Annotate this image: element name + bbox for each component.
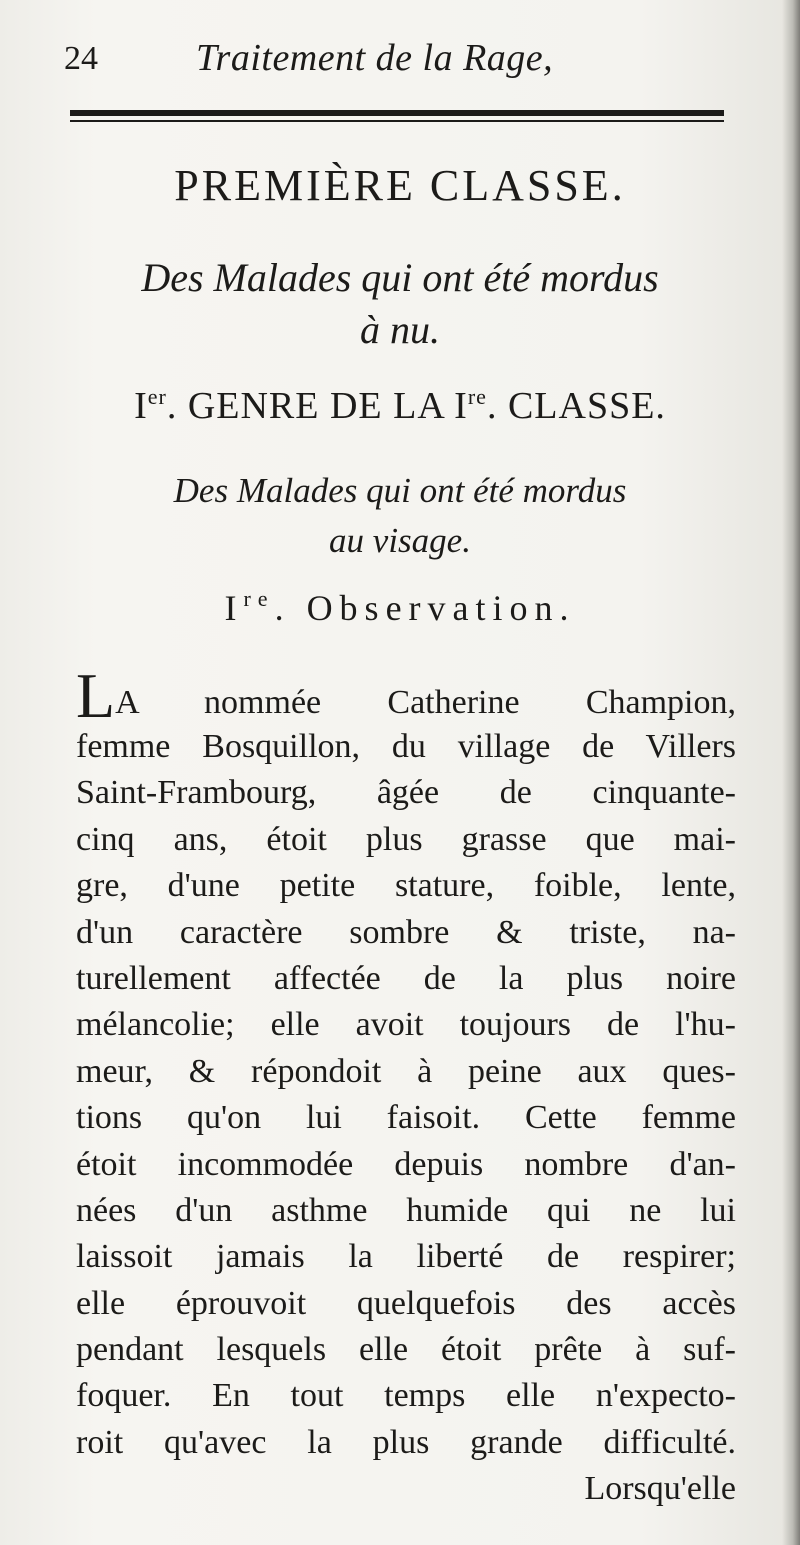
observation-body	[76, 660, 736, 1513]
catchword: Lorsqu'elle	[584, 1470, 736, 1508]
genre-title-middle: . GENRE DE LA I	[166, 385, 468, 427]
header-rule-thin	[70, 120, 724, 122]
genre-title-prefix: I	[134, 385, 148, 427]
observation-prefix-sup: re	[243, 586, 275, 611]
running-head: Traitement de la Rage,	[196, 37, 554, 79]
class-subtitle-line: Des Malades qui ont été mordus	[141, 255, 659, 300]
observation-title	[60, 586, 740, 629]
observation-text: . Observation.	[274, 588, 576, 628]
page-number: 24	[64, 40, 98, 77]
genre-subtitle	[60, 466, 740, 566]
body-line: elle éprouvoit quelquefois des accès	[76, 1284, 736, 1322]
genre-title-suffix: . CLASSE.	[486, 385, 666, 427]
body-line: d'un caractère sombre & triste, na-	[76, 913, 736, 951]
body-first-line	[76, 660, 736, 731]
page-gutter-shadow	[782, 0, 800, 1545]
class-subtitle-line: à nu.	[360, 307, 440, 352]
body-line: meur, & répondoit à peine aux ques-	[76, 1052, 736, 1090]
class-subtitle	[60, 252, 740, 356]
page-header	[64, 30, 724, 90]
genre-title	[60, 384, 740, 428]
body-line: tions qu'on lui faisoit. Cette femme	[76, 1099, 736, 1137]
body-line: Saint-Frambourg, âgée de cinquante-	[76, 774, 736, 812]
body-line: laissoit jamais la liberté de respirer;	[76, 1238, 736, 1276]
body-line: foquer. En tout temps elle n'expecto-	[76, 1377, 736, 1415]
drop-cap: L	[76, 660, 116, 731]
body-line: nées d'un asthme humide qui ne lui	[76, 1191, 736, 1229]
body-line: turellement affectée de la plus noire	[76, 959, 736, 997]
class-title: PREMIÈRE CLASSE.	[174, 161, 626, 210]
body-line: gre, d'une petite stature, foible, lente,	[76, 867, 736, 905]
body-line: roit qu'avec la plus grande difficulté.	[76, 1423, 736, 1461]
body-line: pendant lesquels elle étoit prête à suf-	[76, 1331, 736, 1369]
body-line: étoit incommodée depuis nombre d'an-	[76, 1145, 736, 1183]
genre-title-prefix-sup: er	[147, 384, 167, 409]
first-line-text: A nommée Catherine Champion,	[115, 684, 736, 721]
genre-subtitle-line: Des Malades qui ont été mordus	[173, 471, 627, 510]
body-line: cinq ans, étoit plus grasse que mai-	[76, 820, 736, 858]
body-line: femme Bosquillon, du village de Villers	[76, 728, 736, 765]
body-line: mélancolie; elle avoit toujours de l'hu-	[76, 1006, 736, 1044]
header-rule-thick	[70, 110, 724, 116]
header-rule	[70, 110, 724, 124]
observation-prefix: I	[224, 588, 244, 628]
genre-title-middle-sup: re	[467, 384, 487, 409]
genre-subtitle-line: au visage.	[329, 521, 471, 560]
